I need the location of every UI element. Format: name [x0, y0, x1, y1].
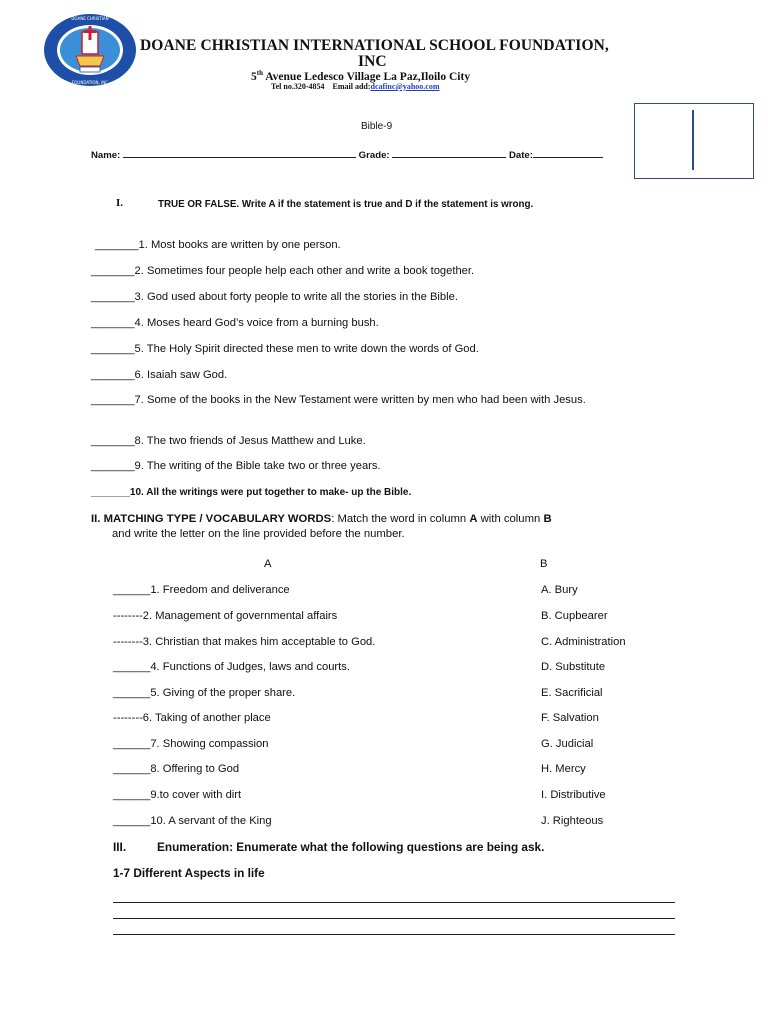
school-name: DOANE CHRISTIAN INTERNATIONAL SCHOOL FOUNDATION,	[140, 37, 609, 54]
tf-item-3: _______3. God used about forty people to write all the stories in the Bible.	[91, 291, 458, 303]
tf-item-2: _______2. Sometimes four people help each other and write a book together.	[91, 265, 475, 277]
score-divider	[692, 110, 694, 170]
svg-text:FOUNDATION, INC: FOUNDATION, INC	[71, 80, 109, 85]
match-item-6: --------6. Taking of another place	[113, 712, 271, 724]
section-2-title: MATCHING TYPE / VOCABULARY WORDS	[103, 513, 332, 525]
tf-item-8: _______8. The two friends of Jesus Matthew and Luke.	[91, 435, 366, 447]
grade-field[interactable]	[392, 148, 506, 158]
enumeration-question-1: 1-7 Different Aspects in life	[113, 866, 265, 880]
school-contact	[271, 82, 440, 91]
match-item-1: ______1. Freedom and deliverance	[113, 584, 290, 596]
school-name-suffix: INC	[358, 53, 387, 70]
answer-line[interactable]	[113, 934, 675, 935]
email-label: Email add:	[332, 82, 371, 91]
tf-item-1: _______1. Most books are written by one person.	[95, 239, 341, 251]
answer-line[interactable]	[113, 902, 675, 903]
choice-c: C. Administration	[541, 636, 626, 648]
tf-item-5: _______5. The Holy Spirit directed these men to write down the words of God.	[91, 343, 479, 355]
grade-label: Grade:	[358, 150, 390, 161]
name-field[interactable]	[123, 148, 356, 158]
section-2-heading: II. MATCHING TYPE / VOCABULARY WORDS: Match the word in column A with column B	[91, 513, 552, 525]
school-address: 5th Avenue Ledesco Village La Paz,Iloilo City	[251, 69, 471, 83]
choice-d: D. Substitute	[541, 661, 606, 673]
choice-a: A. Bury	[541, 584, 578, 596]
tf-item-10: _______10. All the writings were put together to make- up the Bible.	[91, 487, 412, 498]
match-item-9: ______9.to cover with dirt	[113, 789, 242, 801]
match-item-10: ______10. A servant of the King	[113, 815, 272, 827]
tf-item-7: _______7. Some of the books in the New Testament were written by men who had been with Jesus.	[91, 394, 586, 406]
school-seal-logo	[42, 12, 138, 88]
tf-item-9: _______9. The writing of the Bible take two or three years.	[91, 460, 381, 472]
choice-g: G. Judicial	[541, 738, 594, 750]
svg-text:DOANE CHRISTIAN: DOANE CHRISTIAN	[71, 16, 109, 21]
section-3-numeral: III.	[113, 840, 127, 854]
match-item-8: ______8. Offering to God	[113, 763, 240, 775]
section-1-numeral: I.	[116, 197, 124, 209]
score-box	[634, 103, 754, 179]
match-item-5: ______5. Giving of the proper share.	[113, 687, 296, 699]
column-a-header: A	[264, 558, 272, 570]
match-item-7: ______7. Showing compassion	[113, 738, 269, 750]
email-link[interactable]: dcafinc@yahoo.com	[370, 82, 440, 91]
match-item-3: --------3. Christian that makes him acceptable to God.	[113, 636, 376, 648]
date-field[interactable]	[533, 148, 603, 158]
name-label: Name:	[91, 150, 121, 161]
student-info-row	[91, 148, 603, 161]
choice-e: E. Sacrificial	[541, 687, 603, 699]
choice-f: F. Salvation	[541, 712, 599, 724]
section-1-title: TRUE OR FALSE. Write A if the statement is true and D if the statement is wrong.	[158, 199, 534, 210]
section-3-title: Enumeration: Enumerate what the following questions are being ask.	[157, 840, 545, 854]
match-item-2: --------2. Management of governmental affairs	[113, 610, 338, 622]
choice-b: B. Cupbearer	[541, 610, 608, 622]
match-item-4: ______4. Functions of Judges, laws and courts.	[113, 661, 350, 673]
tf-item-4: _______4. Moses heard God’s voice from a burning bush.	[91, 317, 379, 329]
choice-i: I. Distributive	[541, 789, 606, 801]
date-label: Date:	[508, 150, 533, 161]
choice-j: J. Righteous	[541, 815, 604, 827]
answer-line[interactable]	[113, 918, 675, 919]
choice-h: H. Mercy	[541, 763, 586, 775]
section-2-instruction: and write the letter on the line provided before the number.	[112, 528, 405, 540]
tf-item-6: _______6. Isaiah saw God.	[91, 369, 228, 381]
subject-title: Bible-9	[361, 121, 393, 132]
column-b-header: B	[540, 558, 548, 570]
telephone: Tel no.320-4854	[271, 82, 325, 91]
section-2-numeral: II.	[91, 513, 101, 525]
